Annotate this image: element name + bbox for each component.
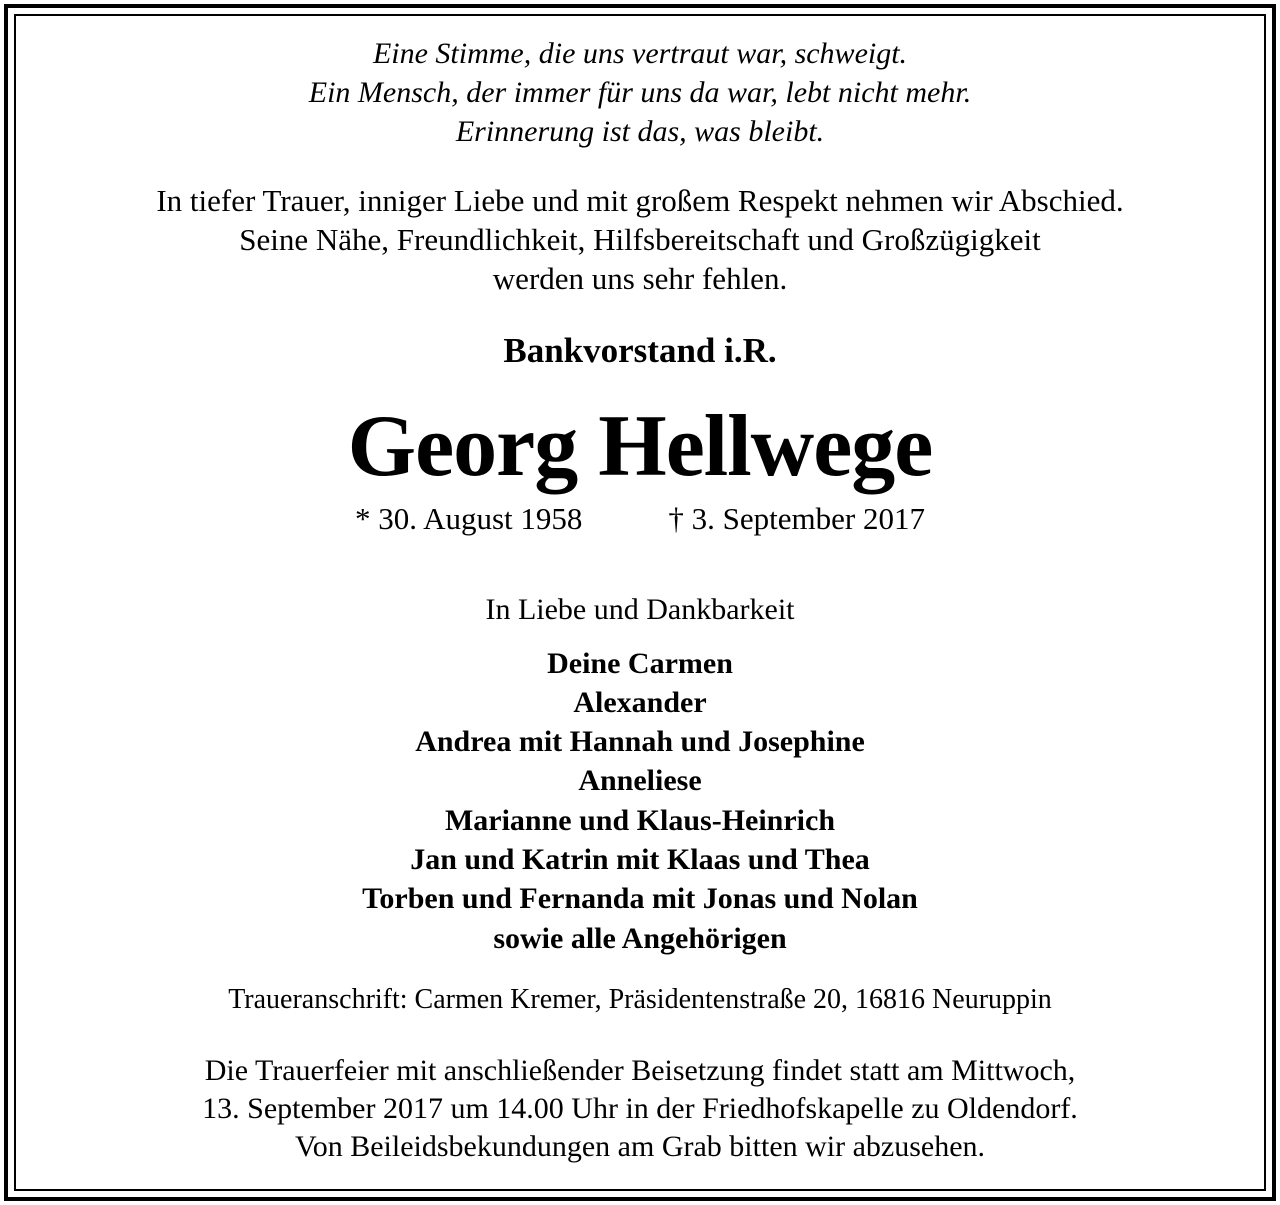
motto-line-2: Ein Mensch, der immer für uns da war, lebt nicht mehr. [308, 76, 972, 109]
mourner-line: Alexander [573, 686, 707, 719]
thanks-line: In Liebe und Dankbarkeit [485, 593, 795, 626]
mourner-line: sowie alle Angehörigen [493, 922, 787, 955]
mourner-line: Deine Carmen [547, 647, 733, 680]
mourner-line: Andrea mit Hannah und Josephine [415, 725, 865, 758]
ceremony-line-2: 13. September 2017 um 14.00 Uhr in der Friedhofskapelle zu Oldendorf. [202, 1092, 1078, 1125]
ceremony-line-3: Von Beileidsbekundungen am Grab bitten wir abzusehen. [294, 1130, 986, 1163]
ceremony-line-1: Die Trauerfeier mit anschließender Beisetzung findet statt am Mittwoch, [204, 1054, 1076, 1087]
motto-line-1: Eine Stimme, die uns vertraut war, schweigt. [372, 37, 908, 70]
intro-line-1: In tiefer Trauer, inniger Liebe und mit großem Respekt nehmen wir Abschied. [156, 183, 1124, 218]
life-dates [16, 501, 1264, 537]
mourner-line: Torben und Fernanda mit Jonas und Nolan [362, 882, 918, 915]
mourner-line: Anneliese [578, 764, 702, 797]
motto-line-3: Erinnerung ist das, was bleibt. [455, 115, 825, 148]
mourning-address: Traueranschrift: Carmen Kremer, Präsidentenstraße 20, 16816 Neuruppin [228, 984, 1052, 1015]
mourner-line: Jan und Katrin mit Klaas und Thea [410, 843, 870, 876]
death-date: † 3. September 2017 [668, 501, 925, 536]
obituary-notice [16, 16, 1264, 1189]
birth-date: * 30. August 1958 [355, 501, 583, 536]
deceased-name: Georg Hellwege [347, 398, 933, 495]
intro-line-2: Seine Nähe, Freundlichkeit, Hilfsbereitschaft und Großzügigkeit [239, 222, 1041, 257]
mourner-line: Marianne und Klaus-Heinrich [444, 804, 836, 837]
intro-line-3: werden uns sehr fehlen. [492, 261, 788, 296]
deceased-title: Bankvorstand i.R. [503, 331, 777, 370]
